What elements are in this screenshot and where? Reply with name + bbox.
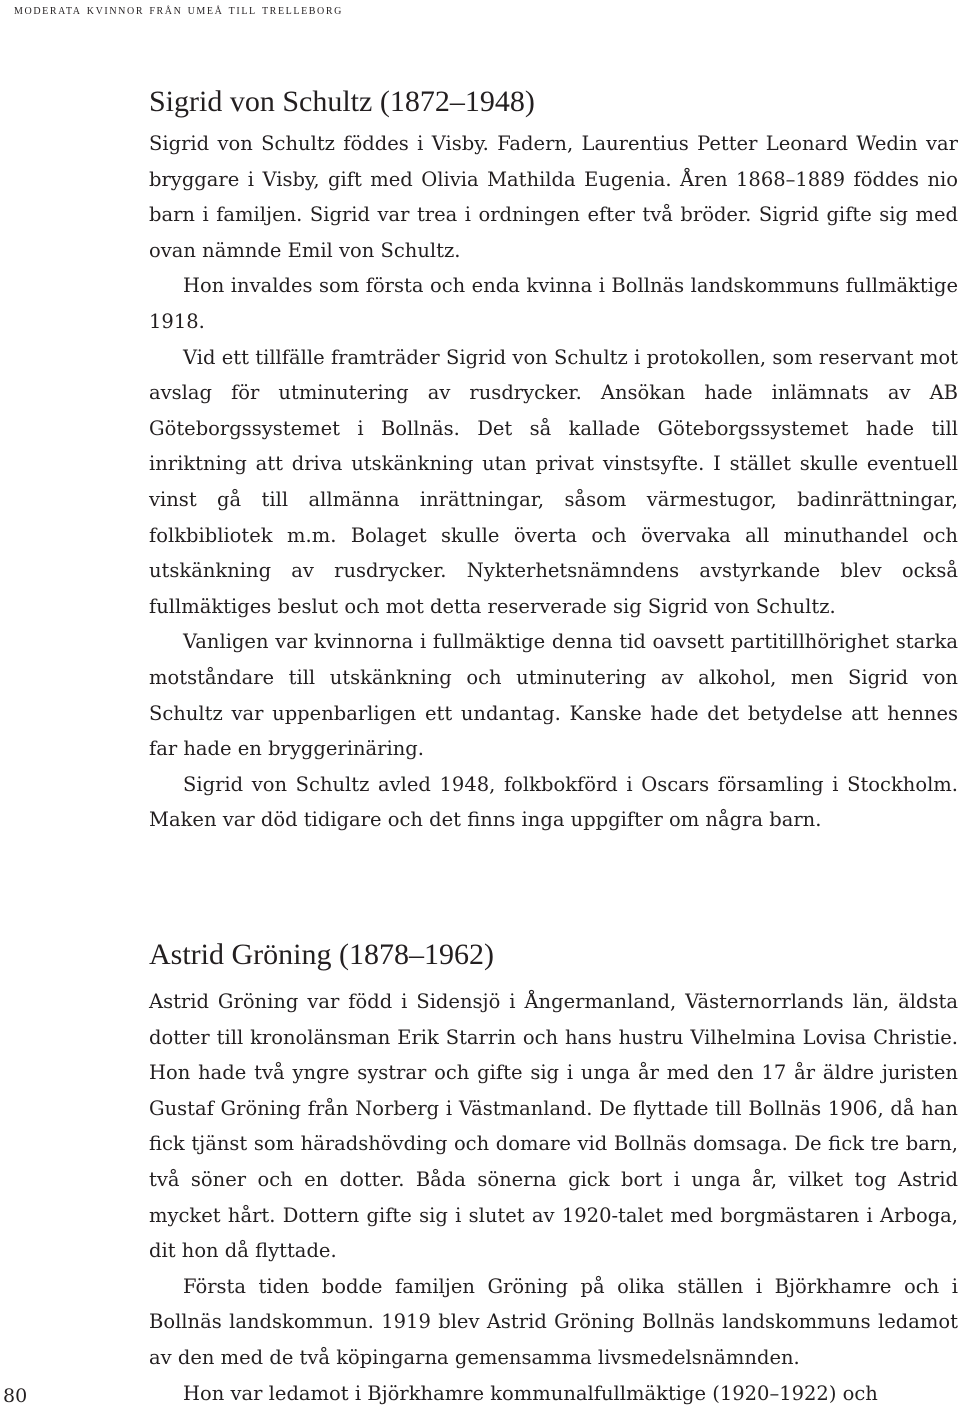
paragraph: Sigrid von Schultz avled 1948, folkbokförd i Oscars församling i Stockholm. Maken var död tidigare och det finns inga uppgifter om några barn.: [149, 772, 958, 832]
paragraph: Första tiden bodde familjen Gröning på olika ställen i Björkhamre och i Bollnäs landskommun. 1919 blev Astrid Gröning Bollnäs landskommuns ledamot av den med de två köpingarna gemensamma livsmedelsnämnden.: [149, 1274, 958, 1369]
paragraph: Astrid Gröning var född i Sidensjö i Ångermanland, Västernorrlands län, äldsta dotter till kronolänsman Erik Starrin och hans hustru Vilhelmina Lovisa Christie. Hon hade två yngre systrar och gifte sig i unga år med den 17 år äldre juristen Gustaf Gröning från Norberg i Västmanland. De flyttade till Bollnäs 1906, då han fick tjänst som häradshövding och domare vid Bollnäs domsaga. De fick tre barn, två söner och en dotter. Båda sönerna gick bort i unga år, vilket tog Astrid mycket hårt. Dottern gifte sig i slutet av 1920-talet med borgmästaren i Arboga, dit hon då flyttade.: [149, 990, 958, 1263]
paragraph: Sigrid von Schultz föddes i Visby. Fadern, Laurentius Petter Leonard Wedin var bryggare i Visby, gift med Olivia Mathilda Eugenia. Åren 1868–1889 föddes nio barn i familjen. Sigrid var trea i ordningen efter två bröder. Sigrid gifte sig med ovan nämnde Emil von Schultz.: [149, 132, 958, 262]
section-body-sigrid: [149, 126, 958, 838]
section-body-astrid: [149, 984, 958, 1411]
paragraph: Hon var ledamot i Björkhamre kommunalfullmäktige (1920–1922) och: [183, 1381, 878, 1405]
paragraph: Vanligen var kvinnorna i fullmäktige denna tid oavsett partitillhörighet starka motståndare till utskänkning och utminutering av alkohol, men Sigrid von Schultz var uppenbarligen ett undantag. Kanske hade det betydelse att hennes far hade en bryggerinäring.: [149, 630, 958, 761]
page-number: 80: [3, 1385, 28, 1407]
section-title-astrid: Astrid Gröning (1878–1962): [149, 938, 494, 971]
paragraph: Vid ett tillfälle framträder Sigrid von Schultz i protokollen, som reservant mot avslag för utminutering av rusdrycker. Ansökan hade inlämnats av AB Göteborgssystemet i Bollnäs. Det så kallade Göteborgssystemet hade till inriktning att driva utskänkning utan privat vinstsyfte. I stället skulle eventuell vinst gå till allmänna inrättningar, såsom värmestugor, badinrättningar, folkbibliotek m.m. Bolaget skulle överta och övervaka all minuthandel och utskänkning av rusdrycker. Nykterhetsnämndens avstyrkande blev också fullmäktiges beslut och mot detta reserverade sig Sigrid von Schultz.: [149, 345, 958, 618]
paragraph: Hon invaldes som första och enda kvinna i Bollnäs landskommuns fullmäktige 1918.: [149, 274, 958, 333]
running-head: moderata kvinnor från umeå till trelleborg: [14, 2, 343, 18]
section-title-sigrid: Sigrid von Schultz (1872–1948): [149, 85, 535, 118]
